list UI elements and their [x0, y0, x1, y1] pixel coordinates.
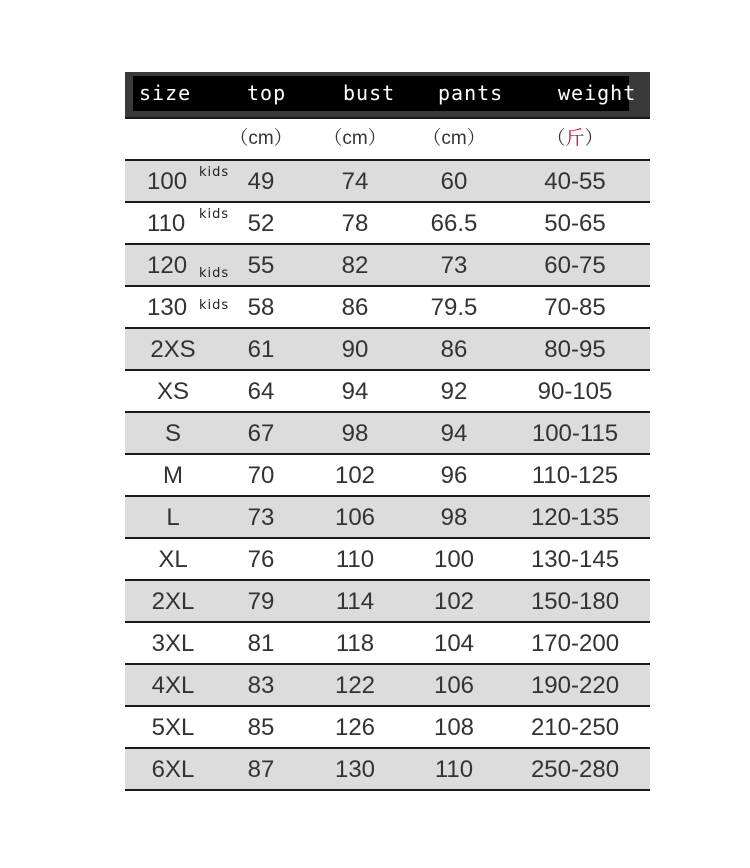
top-cell: 79 — [247, 588, 275, 615]
kids-label: kids — [199, 266, 230, 281]
bust-cell: 82 — [341, 252, 369, 279]
table-row — [125, 705, 650, 747]
table-row — [125, 369, 650, 411]
header-weight: weight — [558, 81, 637, 105]
header-pants: pants — [438, 81, 504, 105]
table-row — [125, 579, 650, 621]
size-cell: L — [166, 504, 180, 531]
bust-cell: 102 — [334, 462, 376, 489]
bust-cell: 86 — [341, 294, 369, 321]
top-cell: 64 — [247, 378, 275, 405]
size-cell: 5XL — [151, 714, 195, 741]
table-row — [125, 663, 650, 705]
table-body — [125, 159, 650, 791]
bust-cell: 130 — [334, 756, 376, 783]
top-cell: 49 — [247, 168, 275, 195]
weight-cell: 130-145 — [530, 546, 620, 573]
pants-cell: 102 — [433, 588, 475, 615]
table-row — [125, 621, 650, 663]
bust-cell: 118 — [335, 630, 375, 657]
pants-cell: 104 — [433, 630, 475, 657]
weight-cell: 210-250 — [530, 714, 620, 741]
pants-cell: 86 — [440, 336, 468, 363]
weight-cell: 40-55 — [544, 168, 606, 195]
size-cell: 120 — [147, 252, 188, 279]
pants-cell: 79.5 — [430, 294, 478, 321]
pants-cell: 98 — [440, 504, 468, 531]
bust-cell: 90 — [341, 336, 369, 363]
header-bar — [125, 72, 650, 117]
top-cell: 67 — [247, 420, 275, 447]
pants-cell: 100 — [433, 546, 475, 573]
weight-cell: 250-280 — [530, 756, 620, 783]
top-cell: 81 — [247, 630, 275, 657]
weight-cell: 190-220 — [530, 672, 620, 699]
bust-cell: 126 — [334, 714, 376, 741]
top-cell: 58 — [247, 294, 275, 321]
weight-cell: 100-115 — [531, 420, 619, 447]
table-row — [125, 495, 650, 537]
top-cell: 73 — [247, 504, 275, 531]
size-cell: M — [163, 462, 183, 489]
unit-weight: （斤） — [546, 128, 604, 149]
table-row — [125, 243, 650, 285]
top-cell: 87 — [247, 756, 275, 783]
top-cell: 61 — [247, 336, 275, 363]
table-row — [125, 537, 650, 579]
bust-cell: 78 — [341, 210, 369, 237]
pants-cell: 110 — [434, 756, 474, 783]
unit-pants: （cm） — [422, 128, 486, 149]
weight-cell: 80-95 — [544, 336, 606, 363]
size-cell: 4XL — [151, 672, 195, 699]
header-size: size — [139, 81, 192, 105]
table-row — [125, 201, 650, 243]
weight-cell: 60-75 — [544, 252, 606, 279]
table-row — [125, 327, 650, 369]
weight-cell: 110-125 — [531, 462, 619, 489]
top-cell: 55 — [247, 252, 275, 279]
table-row — [125, 453, 650, 495]
weight-cell: 170-200 — [530, 630, 620, 657]
bust-cell: 114 — [335, 588, 375, 615]
size-cell: 2XL — [151, 588, 195, 615]
pants-cell: 66.5 — [430, 210, 478, 237]
top-cell: 70 — [247, 462, 275, 489]
table-row — [125, 285, 650, 327]
bust-cell: 122 — [334, 672, 376, 699]
size-chart-table — [125, 72, 650, 791]
table-row — [125, 747, 650, 791]
weight-cell: 90-105 — [537, 378, 613, 405]
weight-cell: 120-135 — [530, 504, 620, 531]
header-inner — [133, 76, 637, 111]
bust-cell: 94 — [341, 378, 369, 405]
weight-cell: 70-85 — [544, 294, 606, 321]
kids-label: kids — [199, 165, 230, 180]
bust-cell: 110 — [335, 546, 375, 573]
top-cell: 76 — [247, 546, 275, 573]
size-cell: XS — [156, 378, 190, 405]
size-cell: 6XL — [151, 756, 195, 783]
size-cell: S — [164, 420, 182, 447]
top-cell: 85 — [247, 714, 275, 741]
kids-label: kids — [199, 298, 230, 313]
pants-cell: 106 — [433, 672, 475, 699]
bust-cell: 106 — [334, 504, 376, 531]
size-cell: 110 — [147, 210, 186, 237]
units-row — [125, 117, 650, 159]
top-cell: 83 — [247, 672, 275, 699]
top-cell: 52 — [247, 210, 275, 237]
pants-cell: 92 — [440, 378, 468, 405]
pants-cell: 108 — [433, 714, 475, 741]
size-cell: 3XL — [151, 630, 195, 657]
table-row — [125, 411, 650, 453]
bust-cell: 98 — [341, 420, 369, 447]
pants-cell: 60 — [440, 168, 468, 195]
bust-cell: 74 — [341, 168, 369, 195]
pants-cell: 94 — [440, 420, 468, 447]
weight-cell: 50-65 — [544, 210, 606, 237]
size-cell: XL — [158, 546, 188, 573]
size-cell: 130 — [147, 294, 188, 321]
size-cell: 2XS — [150, 336, 196, 363]
size-cell: 100 — [147, 168, 188, 195]
weight-cell: 150-180 — [530, 588, 620, 615]
unit-top: （cm） — [229, 128, 293, 149]
table-row — [125, 159, 650, 201]
pants-cell: 96 — [440, 462, 468, 489]
kids-label: kids — [199, 207, 230, 222]
header-bust: bust — [343, 81, 396, 105]
unit-bust: （cm） — [323, 128, 387, 149]
header-top: top — [247, 81, 287, 105]
pants-cell: 73 — [440, 252, 468, 279]
